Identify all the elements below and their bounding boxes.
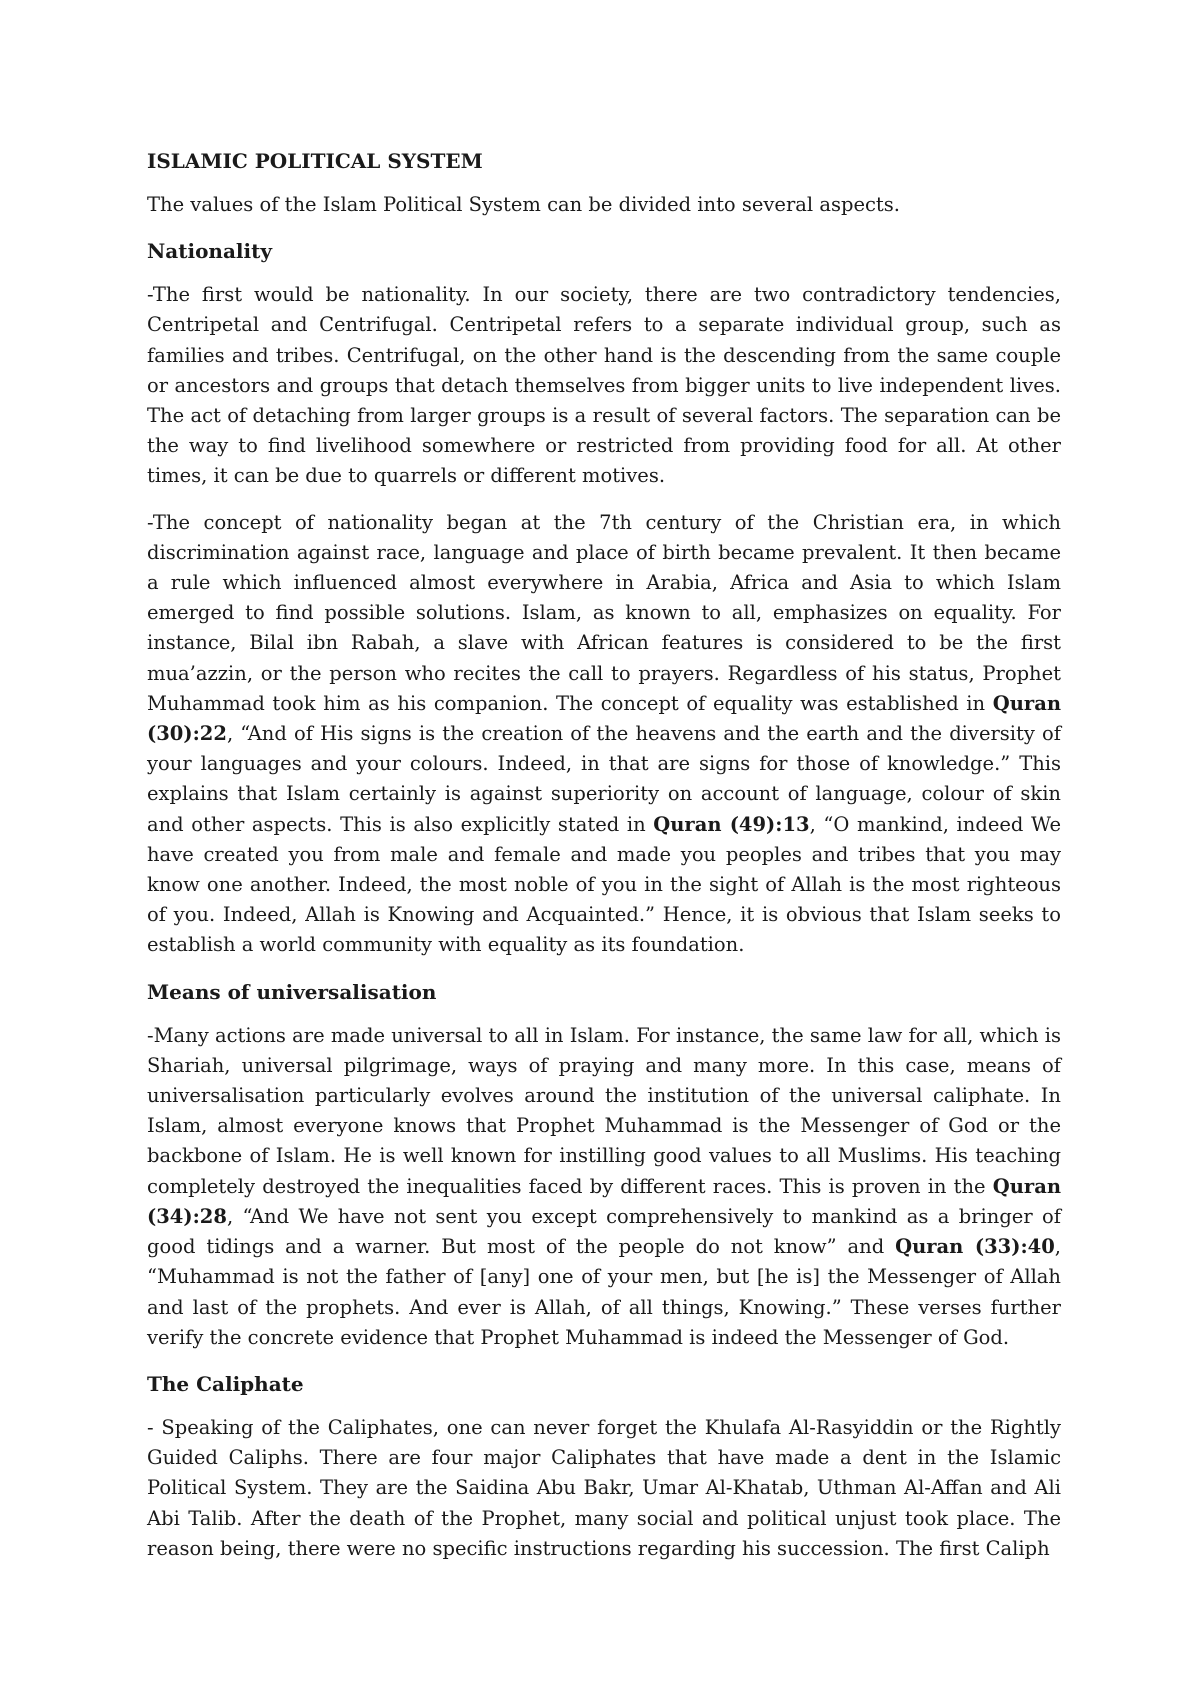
text-segment: -The concept of nationality began at the 7th century of the Christian era, in which discrimination against race, language and place of birth became prevalent. It then became a rule which influenced almost everywhere in Arabia, Africa and Asia to which Islam emerged to find possible solutions. Islam, as known to all, emphasizes on equality. For instance, Bilal ibn Rabah, a slave with African features is considered to be the first mua’azzin, or the person who recites the call to prayers. Regardless of his status, Prophet Muhammad took him as his companion. The concept of equality was established in bbox=[147, 510, 1061, 715]
nationality-paragraph-2 bbox=[147, 508, 1061, 961]
caliphate-paragraph: - Speaking of the Caliphates, one can never forget the Khulafa Al-Rasyiddin or the Rightly Guided Caliphs. There are four major Caliphates that have made a dent in the Islamic Political System. They are the Saidina Abu Bakr, Umar Al-Khatab, Uthman Al-Affan and Ali Abi Talib. After the death of the Prophet, many social and political unjust took place. The reason being, there were no specific instructions regarding his succession. The first Caliph bbox=[147, 1415, 1061, 1560]
heading-universalisation: Means of universalisation bbox=[147, 979, 437, 1004]
heading-caliphate: The Caliphate bbox=[147, 1371, 304, 1396]
nationality-paragraph-1: -The first would be nationality. In our society, there are two contradictory tendencies, Centripetal and Centrifugal. Centripetal refers to a separate individual group, such as families and tribes. Centrifugal, on the other hand is the descending from the same couple or ancestors and groups that detach themselves from bigger units to live independent lives. The act of detaching from larger groups is a result of several factors. The separation can be the way to find livelihood somewhere or restricted from providing food for all. At other times, it can be due to quarrels or different motives. bbox=[147, 283, 1061, 488]
text-segment: , “And of His signs is the creation of the heavens and the earth and the diversity of your languages and your colours. Indeed, in that are signs for those of knowledge.” This explains that Islam certainly is against superiority on account of language, colour of skin and other aspects. This is also explicitly stated in bbox=[147, 722, 1061, 836]
document-title: ISLAMIC POLITICAL SYSTEM bbox=[147, 149, 483, 173]
quran-reference: Quran (34):28 bbox=[147, 1174, 1061, 1228]
quran-reference: Quran (30):22 bbox=[147, 691, 1061, 746]
text-segment: , “Muhammad is not the father of [any] one of your men, but [he is] the Messenger of Allah and last of the prophets. And ever is Allah, of all things, Knowing.” These verses further verify the concrete evidence that Prophet Muhammad is indeed the Messenger of God. bbox=[147, 1235, 1061, 1349]
intro-paragraph: The values of the Islam Political System can be divided into several aspects. bbox=[147, 193, 900, 216]
quran-reference: Quran (33):40 bbox=[895, 1235, 1055, 1259]
universalisation-paragraph bbox=[147, 1021, 1061, 1353]
quran-reference: Quran (49):13 bbox=[653, 812, 810, 836]
text-segment: , “O mankind, indeed We have created you from male and female and made you peoples and tribes that you may know one another. Indeed, the most noble of you in the sight of Allah is the most righteous of you. Indeed, Allah is Knowing and Acquainted.” Hence, it is obvious that Islam seeks to establish a world community with equality as its foundation. bbox=[147, 812, 1061, 957]
text-segment: , “And We have not sent you except comprehensively to mankind as a bringer of good tidings and a warner. But most of the people do not know” and bbox=[147, 1204, 1061, 1259]
text-segment: -Many actions are made universal to all in Islam. For instance, the same law for all, which is Shariah, universal pilgrimage, ways of praying and many more. In this case, means of universalisation particularly evolves around the institution of the universal caliphate. In Islam, almost everyone knows that Prophet Muhammad is the Messenger of God or the backbone of Islam. He is well known for instilling good values to all Muslims. His teaching completely destroyed the inequalities faced by different races. This is proven in the bbox=[147, 1023, 1061, 1198]
heading-nationality: Nationality bbox=[147, 239, 272, 264]
document-body bbox=[147, 146, 1061, 1580]
